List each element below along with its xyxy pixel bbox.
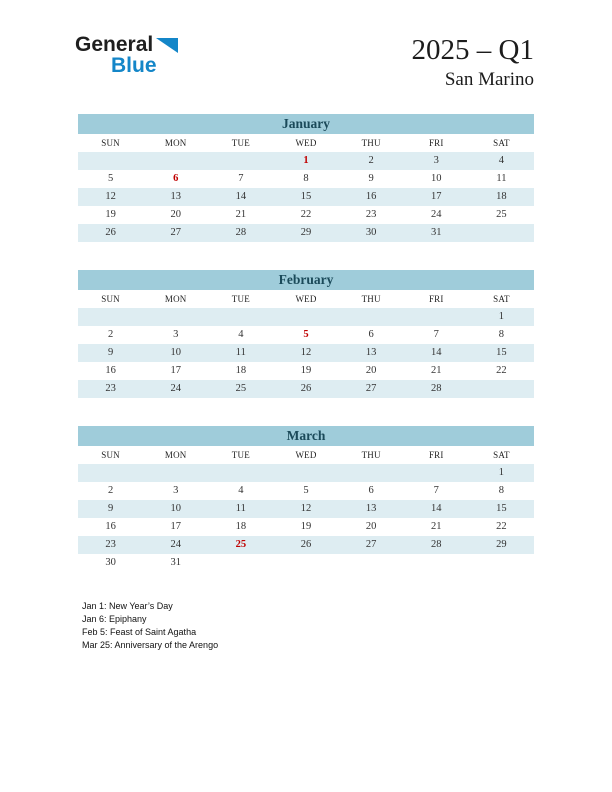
empty-cell: [143, 464, 208, 482]
date-cell: 5: [107, 173, 114, 184]
date-cell: 11: [496, 173, 507, 184]
day-header: THU: [339, 290, 404, 308]
day-header: SUN: [78, 134, 143, 152]
date-cell: 28: [404, 380, 469, 398]
day-header: SAT: [469, 446, 534, 464]
holiday-note: Mar 25: Anniversary of the Arengo: [82, 640, 219, 650]
date-cell: 12: [78, 188, 143, 206]
date-cell: 8: [498, 485, 505, 496]
general-blue-logo: [75, 34, 178, 76]
country-subtitle: San Marino: [444, 69, 534, 90]
empty-cell: [208, 308, 273, 326]
date-cell: 25: [208, 380, 273, 398]
date-cell: 30: [339, 224, 404, 242]
date-cell: 11: [208, 344, 273, 362]
date-cell: 5: [303, 485, 309, 496]
date-cell: 17: [170, 521, 181, 532]
day-header: MON: [143, 134, 208, 152]
empty-cell: [339, 464, 404, 482]
date-cell: 1: [273, 152, 338, 170]
date-cell: 18: [235, 365, 247, 376]
date-cell: 15: [469, 344, 534, 362]
day-header: MON: [143, 446, 208, 464]
date-cell: 26: [78, 224, 143, 242]
empty-cell: [143, 308, 208, 326]
day-header: THU: [339, 134, 404, 152]
empty-cell: [339, 554, 404, 572]
day-header: FRI: [404, 446, 469, 464]
day-header: WED: [273, 134, 338, 152]
date-cell: 9: [78, 500, 143, 518]
empty-cell: [78, 152, 143, 170]
date-cell: 13: [339, 500, 404, 518]
empty-cell: [273, 308, 338, 326]
date-cell: 1: [469, 464, 534, 482]
date-cell: 11: [208, 500, 273, 518]
date-cell: 14: [208, 188, 273, 206]
date-cell: 8: [303, 173, 309, 184]
empty-cell: [404, 308, 469, 326]
date-cell: 10: [143, 500, 208, 518]
day-header: MON: [143, 290, 208, 308]
month-title: January: [78, 114, 534, 134]
day-header: WED: [273, 446, 338, 464]
date-cell: 10: [431, 173, 442, 184]
date-cell: 7: [433, 329, 439, 340]
empty-cell: [208, 464, 273, 482]
date-cell: 1: [469, 308, 534, 326]
day-header: SUN: [78, 290, 143, 308]
date-cell: 21: [431, 365, 442, 376]
empty-cell: [78, 464, 143, 482]
date-cell: 3: [404, 152, 469, 170]
empty-cell: [469, 380, 534, 398]
date-cell: 22: [496, 365, 507, 376]
month-grid: [78, 446, 534, 572]
date-cell: 17: [170, 365, 181, 376]
day-header: FRI: [404, 290, 469, 308]
date-cell: 3: [173, 329, 179, 340]
date-cell: 29: [469, 536, 534, 554]
date-cell: 7: [433, 485, 439, 496]
date-cell: 23: [78, 380, 143, 398]
date-cell: 16: [339, 188, 404, 206]
date-cell: 7: [238, 173, 244, 184]
logo-triangle-icon: [156, 36, 178, 57]
date-cell: 12: [273, 344, 338, 362]
date-cell: 28: [404, 536, 469, 554]
date-cell: 6: [173, 173, 179, 184]
empty-cell: [273, 554, 338, 572]
date-cell: 19: [300, 365, 312, 376]
month-grid: [78, 290, 534, 398]
day-header: FRI: [404, 134, 469, 152]
month-title: March: [78, 426, 534, 446]
date-cell: 22: [300, 209, 312, 220]
date-cell: 28: [208, 224, 273, 242]
empty-cell: [143, 152, 208, 170]
date-cell: 3: [173, 485, 179, 496]
date-cell: 21: [235, 209, 247, 220]
date-cell: 2: [107, 485, 114, 496]
empty-cell: [208, 152, 273, 170]
month-march: [78, 426, 534, 572]
page-header: [0, 0, 612, 92]
date-cell: 24: [143, 380, 208, 398]
empty-cell: [469, 224, 534, 242]
date-cell: 14: [404, 344, 469, 362]
date-cell: 21: [431, 521, 442, 532]
date-cell: 18: [469, 188, 534, 206]
date-cell: 15: [469, 500, 534, 518]
date-cell: 26: [273, 380, 338, 398]
date-cell: 17: [404, 188, 469, 206]
empty-cell: [404, 464, 469, 482]
day-header: THU: [339, 446, 404, 464]
date-cell: 27: [143, 224, 208, 242]
title-block: [412, 34, 534, 92]
empty-cell: [404, 554, 469, 572]
date-cell: 8: [498, 329, 505, 340]
day-header: SAT: [469, 134, 534, 152]
date-cell: 4: [238, 329, 244, 340]
date-cell: 23: [365, 209, 377, 220]
quarter-title: 2025 – Q1: [411, 34, 534, 66]
holiday-note: Jan 6: Epiphany: [82, 614, 147, 624]
date-cell: 29: [273, 224, 338, 242]
day-header: WED: [273, 290, 338, 308]
date-cell: 13: [339, 344, 404, 362]
date-cell: 31: [404, 224, 469, 242]
date-cell: 9: [78, 344, 143, 362]
date-cell: 20: [365, 365, 377, 376]
empty-cell: [469, 554, 534, 572]
date-cell: 23: [78, 536, 143, 554]
logo-text-general: General: [75, 33, 154, 56]
date-cell: 12: [273, 500, 338, 518]
date-cell: 6: [368, 485, 374, 496]
day-header: TUE: [208, 134, 273, 152]
month-title: February: [78, 270, 534, 290]
day-header: SUN: [78, 446, 143, 464]
date-cell: 5: [303, 329, 309, 340]
date-cell: 27: [339, 536, 404, 554]
date-cell: 4: [238, 485, 244, 496]
date-cell: 2: [107, 329, 114, 340]
month-february: [78, 270, 534, 398]
months: [78, 114, 534, 572]
date-cell: 9: [368, 173, 374, 184]
month-grid: [78, 134, 534, 242]
holiday-note: Jan 1: New Year’s Day: [82, 601, 173, 611]
date-cell: 4: [469, 152, 534, 170]
date-cell: 2: [339, 152, 404, 170]
holiday-note: Feb 5: Feast of Saint Agatha: [82, 627, 197, 637]
day-header: SAT: [469, 290, 534, 308]
date-cell: 20: [365, 521, 377, 532]
date-cell: 13: [143, 188, 208, 206]
date-cell: 24: [431, 209, 442, 220]
date-cell: 26: [273, 536, 338, 554]
holiday-notes: [82, 600, 612, 652]
month-january: [78, 114, 534, 242]
date-cell: 10: [143, 344, 208, 362]
date-cell: 6: [368, 329, 374, 340]
empty-cell: [273, 464, 338, 482]
day-header: TUE: [208, 446, 273, 464]
empty-cell: [208, 554, 273, 572]
date-cell: 27: [339, 380, 404, 398]
date-cell: 14: [404, 500, 469, 518]
date-cell: 15: [273, 188, 338, 206]
date-cell: 20: [170, 209, 181, 220]
date-cell: 16: [105, 365, 116, 376]
date-cell: 22: [496, 521, 507, 532]
date-cell: 25: [496, 209, 507, 220]
date-cell: 24: [143, 536, 208, 554]
empty-cell: [339, 308, 404, 326]
date-cell: 31: [170, 557, 181, 568]
date-cell: 25: [208, 536, 273, 554]
date-cell: 30: [105, 557, 116, 568]
date-cell: 18: [235, 521, 247, 532]
date-cell: 19: [300, 521, 312, 532]
date-cell: 16: [105, 521, 116, 532]
empty-cell: [78, 308, 143, 326]
day-header: TUE: [208, 290, 273, 308]
logo-text-blue: Blue: [111, 54, 157, 77]
date-cell: 19: [105, 209, 116, 220]
